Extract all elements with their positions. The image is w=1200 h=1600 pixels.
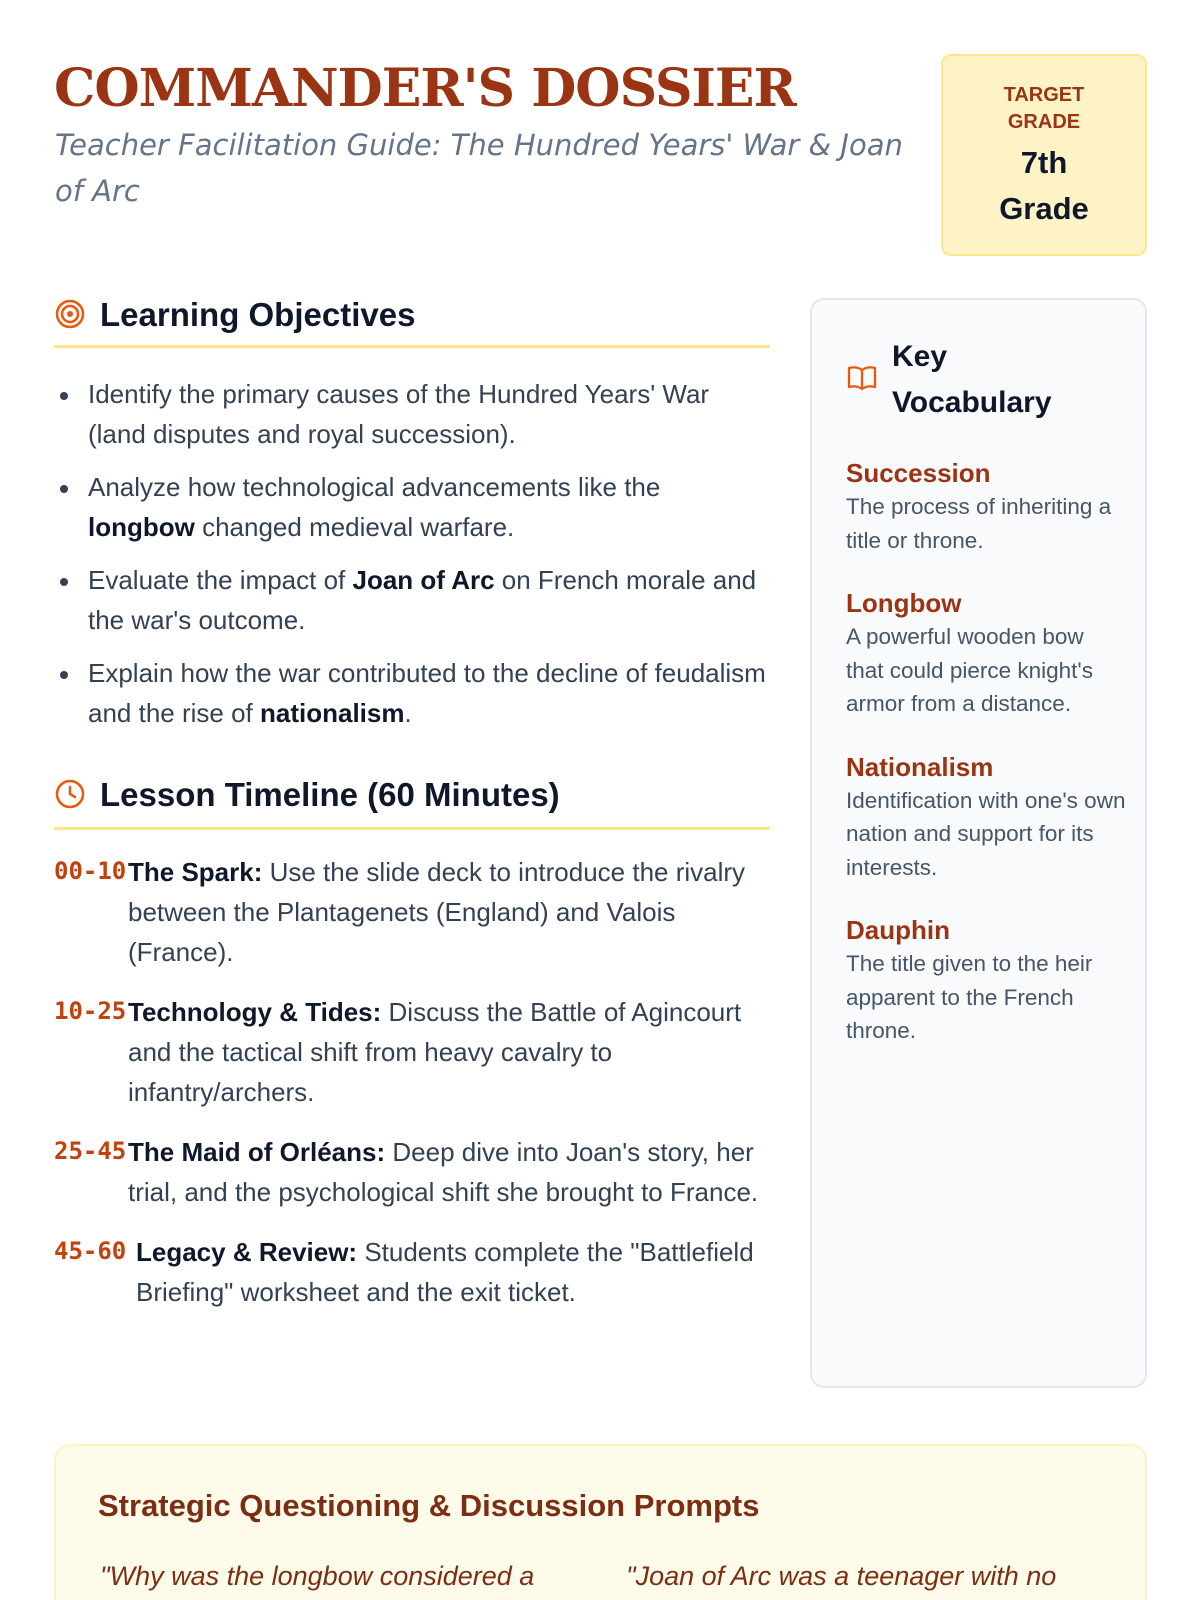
vocabulary-panel <box>810 298 1147 1388</box>
vocabulary-definition: A powerful wooden bow that could pierce knight's armor from a distance. <box>846 624 1093 716</box>
timeline-row: 25-45 The Maid of Orléans: Deep dive into Joan's story, her trial, and the psychological shift she brought to France. <box>54 1132 770 1212</box>
clock-icon <box>54 778 86 815</box>
vocabulary-item <box>846 913 1126 1048</box>
target-grade-value: 7th Grade <box>999 145 1089 226</box>
timeline-time: 45-60 <box>54 1237 127 1265</box>
vocabulary-term: Dauphin <box>846 915 950 945</box>
timeline-time: 00-10 <box>54 857 127 885</box>
timeline-heading: Lesson Timeline (60 Minutes) <box>100 776 560 813</box>
timeline-row: 45-60 Legacy & Review: Students complete the "Battlefield Briefing" worksheet and the exit ticket. <box>54 1232 770 1312</box>
timeline-row: 00-10 The Spark: Use the slide deck to introduce the rivalry between the Plantagenets (England) and Valois (France). <box>54 852 770 972</box>
vocabulary-definition: The title given to the heir apparent to the French throne. <box>846 951 1093 1043</box>
list-item: Explain how the war contributed to the decline of feudalism and the rise of nationalism. <box>54 653 770 733</box>
vocabulary-item <box>846 586 1126 721</box>
vocabulary-heading: Key Vocabulary <box>892 340 1052 419</box>
discussion-prompt: "Joan of Arc was a teenager with no <box>626 1561 1057 1591</box>
timeline-time: 10-25 <box>54 997 127 1025</box>
target-icon <box>54 298 86 335</box>
vocabulary-definition: The process of inheriting a title or throne. <box>846 494 1112 553</box>
page-subtitle: Teacher Facilitation Guide: The Hundred Years' War & Joan of Arc <box>55 128 903 208</box>
vocabulary-term: Longbow <box>846 588 962 618</box>
vocabulary-item <box>846 456 1126 557</box>
book-open-icon <box>846 364 878 397</box>
vocabulary-term: Succession <box>846 458 991 488</box>
vocabulary-item <box>846 750 1126 885</box>
page-title: COMMANDER'S DOSSIER <box>54 58 796 119</box>
timeline-time: 25-45 <box>54 1137 127 1165</box>
timeline-list <box>54 852 770 1332</box>
target-grade-label: TARGET GRADE <box>1003 84 1085 133</box>
discussion-prompts-panel <box>54 1444 1147 1600</box>
timeline-row: 10-25 Technology & Tides: Discuss the Battle of Agincourt and the tactical shift from heavy cavalry to infantry/archers. <box>54 992 770 1112</box>
list-item: Evaluate the impact of Joan of Arc on French morale and the war's outcome. <box>54 560 770 640</box>
list-item: Identify the primary causes of the Hundred Years' War (land disputes and royal succession). <box>54 374 770 454</box>
objectives-header <box>54 294 770 348</box>
prompts-heading: Strategic Questioning & Discussion Prompts <box>98 1488 760 1523</box>
objectives-heading: Learning Objectives <box>100 296 416 333</box>
vocabulary-definition: Identification with one's own nation and support for its interests. <box>846 787 1126 880</box>
target-grade-badge <box>941 54 1147 256</box>
vocabulary-term: Nationalism <box>846 751 994 782</box>
objectives-list <box>54 374 770 746</box>
timeline-header <box>54 770 770 830</box>
discussion-prompt: "Why was the longbow considered a <box>100 1561 535 1591</box>
vocabulary-list <box>846 456 1126 1077</box>
list-item: Analyze how technological advancements like the longbow changed medieval warfare. <box>54 467 770 547</box>
